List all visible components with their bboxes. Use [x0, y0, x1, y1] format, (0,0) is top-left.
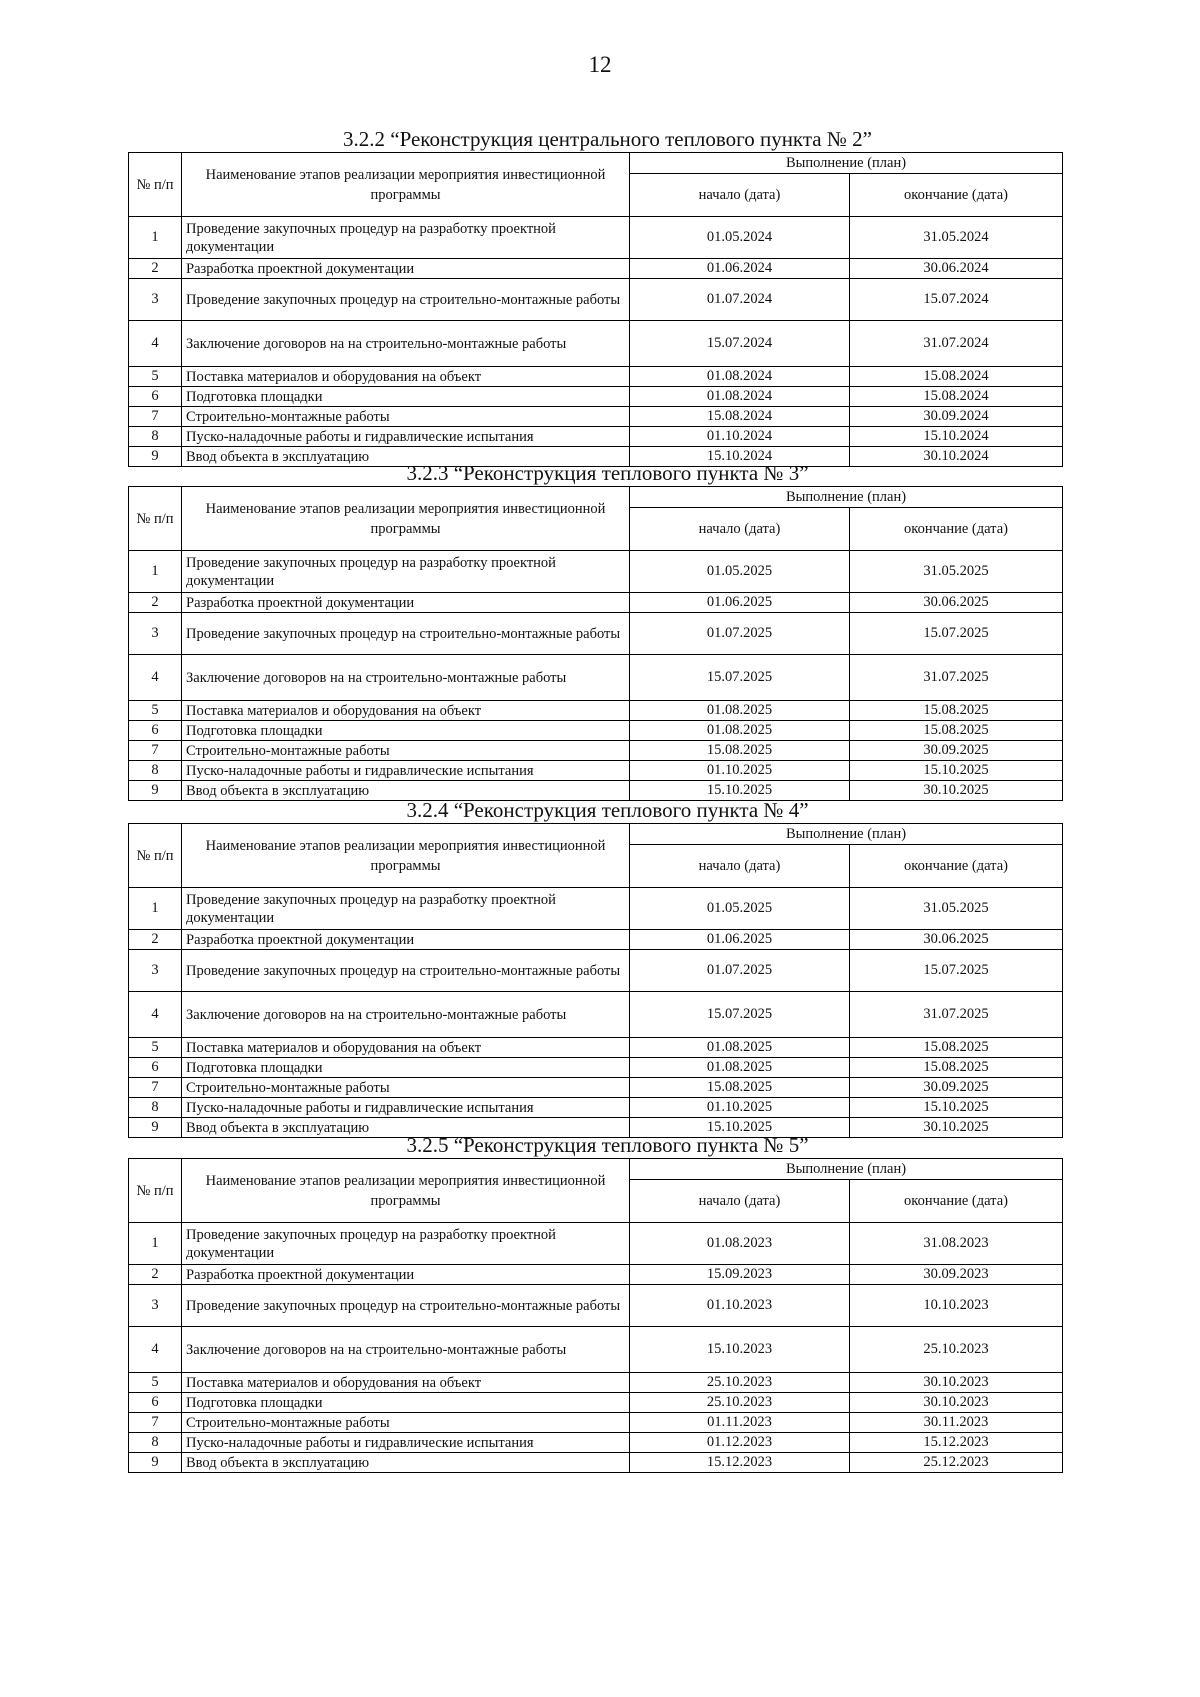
- start-date: 01.10.2025: [630, 1098, 850, 1118]
- table-header-row: [129, 153, 1063, 174]
- schedule-section: [128, 460, 1062, 801]
- end-date: 10.10.2023: [850, 1285, 1063, 1327]
- start-date: 25.10.2023: [630, 1373, 850, 1393]
- stage-name: Проведение закупочных процедур на строительно-монтажные работы: [182, 1285, 630, 1327]
- table-row: [129, 741, 1063, 761]
- schedule-section: [128, 797, 1062, 1138]
- stage-name: Пуско-наладочные работы и гидравлические испытания: [182, 761, 630, 781]
- start-date: 15.09.2023: [630, 1265, 850, 1285]
- stage-name: Ввод объекта в эксплуатацию: [182, 1453, 630, 1473]
- end-date: 15.07.2025: [850, 613, 1063, 655]
- header-stage-name: Наименование этапов реализации мероприятия инвестиционной программы: [182, 824, 630, 888]
- end-date: 15.08.2024: [850, 387, 1063, 407]
- table-row: [129, 1098, 1063, 1118]
- table-row: [129, 613, 1063, 655]
- table-row: [129, 1038, 1063, 1058]
- row-number: 9: [129, 447, 182, 467]
- header-execution-plan: Выполнение (план): [630, 153, 1063, 174]
- start-date: 01.11.2023: [630, 1413, 850, 1433]
- row-number: 5: [129, 1373, 182, 1393]
- table-header-row: [129, 487, 1063, 508]
- end-date: 30.10.2023: [850, 1393, 1063, 1413]
- row-number: 8: [129, 1098, 182, 1118]
- row-number: 2: [129, 1265, 182, 1285]
- header-execution-plan: Выполнение (план): [630, 824, 1063, 845]
- row-number: 4: [129, 321, 182, 367]
- stage-name: Строительно-монтажные работы: [182, 1413, 630, 1433]
- header-num: № п/п: [129, 487, 182, 551]
- stage-name: Проведение закупочных процедур на разработку проектной документации: [182, 1223, 630, 1265]
- row-number: 7: [129, 1413, 182, 1433]
- table-row: [129, 992, 1063, 1038]
- table-row: [129, 1453, 1063, 1473]
- end-date: 15.12.2023: [850, 1433, 1063, 1453]
- stage-name: Заключение договоров на на строительно-монтажные работы: [182, 992, 630, 1038]
- stage-name: Разработка проектной документации: [182, 930, 630, 950]
- end-date: 30.11.2023: [850, 1413, 1063, 1433]
- row-number: 5: [129, 367, 182, 387]
- table-row: [129, 321, 1063, 367]
- row-number: 5: [129, 1038, 182, 1058]
- stage-name: Ввод объекта в эксплуатацию: [182, 447, 630, 467]
- table-row: [129, 950, 1063, 992]
- row-number: 1: [129, 1223, 182, 1265]
- end-date: 31.05.2024: [850, 217, 1063, 259]
- start-date: 01.08.2024: [630, 387, 850, 407]
- header-end-date: окончание (дата): [850, 174, 1063, 217]
- stage-name: Строительно-монтажные работы: [182, 407, 630, 427]
- table-row: [129, 888, 1063, 930]
- table-row: [129, 1058, 1063, 1078]
- table-header-row: [129, 824, 1063, 845]
- start-date: 15.07.2025: [630, 992, 850, 1038]
- stage-name: Подготовка площадки: [182, 721, 630, 741]
- row-number: 6: [129, 1058, 182, 1078]
- header-end-date: окончание (дата): [850, 1180, 1063, 1223]
- start-date: 15.10.2025: [630, 781, 850, 801]
- header-end-date: окончание (дата): [850, 508, 1063, 551]
- stage-name: Проведение закупочных процедур на строительно-монтажные работы: [182, 950, 630, 992]
- end-date: 30.06.2024: [850, 259, 1063, 279]
- stage-name: Заключение договоров на на строительно-монтажные работы: [182, 1327, 630, 1373]
- start-date: 15.12.2023: [630, 1453, 850, 1473]
- stage-name: Проведение закупочных процедур на строительно-монтажные работы: [182, 613, 630, 655]
- section-title: 3.2.2 “Реконструкция центрального теплового пункта № 2”: [343, 127, 872, 151]
- table-row: [129, 1078, 1063, 1098]
- start-date: 01.12.2023: [630, 1433, 850, 1453]
- schedule-table: [128, 486, 1063, 801]
- row-number: 4: [129, 1327, 182, 1373]
- table-row: [129, 259, 1063, 279]
- stage-name: Подготовка площадки: [182, 1058, 630, 1078]
- start-date: 25.10.2023: [630, 1393, 850, 1413]
- stage-name: Поставка материалов и оборудования на объект: [182, 1373, 630, 1393]
- start-date: 01.06.2024: [630, 259, 850, 279]
- end-date: 15.08.2024: [850, 367, 1063, 387]
- stage-name: Ввод объекта в эксплуатацию: [182, 1118, 630, 1138]
- stage-name: Проведение закупочных процедур на строительно-монтажные работы: [182, 279, 630, 321]
- end-date: 15.07.2025: [850, 950, 1063, 992]
- table-row: [129, 279, 1063, 321]
- table-row: [129, 217, 1063, 259]
- stage-name: Поставка материалов и оборудования на объект: [182, 701, 630, 721]
- header-execution-plan: Выполнение (план): [630, 1159, 1063, 1180]
- start-date: 15.08.2024: [630, 407, 850, 427]
- end-date: 15.08.2025: [850, 1038, 1063, 1058]
- section-title: 3.2.3 “Реконструкция теплового пункта № 3”: [406, 461, 809, 485]
- stage-name: Подготовка площадки: [182, 387, 630, 407]
- table-row: [129, 1285, 1063, 1327]
- end-date: 15.08.2025: [850, 701, 1063, 721]
- stage-name: Заключение договоров на на строительно-монтажные работы: [182, 321, 630, 367]
- end-date: 30.10.2023: [850, 1373, 1063, 1393]
- header-stage-name: Наименование этапов реализации мероприятия инвестиционной программы: [182, 153, 630, 217]
- row-number: 3: [129, 1285, 182, 1327]
- table-row: [129, 1223, 1063, 1265]
- stage-name: Разработка проектной документации: [182, 259, 630, 279]
- start-date: 15.07.2024: [630, 321, 850, 367]
- table-row: [129, 930, 1063, 950]
- table-row: [129, 1413, 1063, 1433]
- header-start-date: начало (дата): [630, 845, 850, 888]
- row-number: 4: [129, 655, 182, 701]
- row-number: 1: [129, 217, 182, 259]
- schedule-section: [128, 1132, 1062, 1473]
- header-num: № п/п: [129, 153, 182, 217]
- stage-name: Пуско-наладочные работы и гидравлические испытания: [182, 1098, 630, 1118]
- start-date: 01.06.2025: [630, 593, 850, 613]
- start-date: 01.07.2024: [630, 279, 850, 321]
- row-number: 2: [129, 259, 182, 279]
- schedule-table: [128, 152, 1063, 467]
- row-number: 6: [129, 721, 182, 741]
- start-date: 01.08.2025: [630, 1038, 850, 1058]
- start-date: 01.07.2025: [630, 613, 850, 655]
- stage-name: Поставка материалов и оборудования на объект: [182, 1038, 630, 1058]
- table-header-row: [129, 1159, 1063, 1180]
- start-date: 01.10.2023: [630, 1285, 850, 1327]
- end-date: 15.10.2025: [850, 761, 1063, 781]
- row-number: 7: [129, 1078, 182, 1098]
- row-number: 5: [129, 701, 182, 721]
- table-row: [129, 701, 1063, 721]
- start-date: 15.08.2025: [630, 1078, 850, 1098]
- stage-name: Заключение договоров на на строительно-монтажные работы: [182, 655, 630, 701]
- header-start-date: начало (дата): [630, 1180, 850, 1223]
- section-title: 3.2.4 “Реконструкция теплового пункта № 4”: [406, 798, 809, 822]
- stage-name: Проведение закупочных процедур на разработку проектной документации: [182, 217, 630, 259]
- row-number: 9: [129, 1118, 182, 1138]
- table-row: [129, 407, 1063, 427]
- table-row: [129, 655, 1063, 701]
- header-start-date: начало (дата): [630, 174, 850, 217]
- stage-name: Строительно-монтажные работы: [182, 741, 630, 761]
- end-date: 31.07.2024: [850, 321, 1063, 367]
- end-date: 30.06.2025: [850, 593, 1063, 613]
- stage-name: Пуско-наладочные работы и гидравлические испытания: [182, 427, 630, 447]
- end-date: 15.10.2025: [850, 1098, 1063, 1118]
- row-number: 3: [129, 950, 182, 992]
- end-date: 30.09.2025: [850, 1078, 1063, 1098]
- stage-name: Проведение закупочных процедур на разработку проектной документации: [182, 551, 630, 593]
- table-row: [129, 1327, 1063, 1373]
- table-row: [129, 593, 1063, 613]
- row-number: 6: [129, 1393, 182, 1413]
- page-number: 12: [588, 52, 612, 77]
- end-date: 15.08.2025: [850, 1058, 1063, 1078]
- stage-name: Пуско-наладочные работы и гидравлические испытания: [182, 1433, 630, 1453]
- end-date: 30.09.2024: [850, 407, 1063, 427]
- header-num: № п/п: [129, 1159, 182, 1223]
- row-number: 9: [129, 1453, 182, 1473]
- row-number: 6: [129, 387, 182, 407]
- stage-name: Разработка проектной документации: [182, 1265, 630, 1285]
- row-number: 2: [129, 593, 182, 613]
- row-number: 7: [129, 741, 182, 761]
- row-number: 7: [129, 407, 182, 427]
- stage-name: Ввод объекта в эксплуатацию: [182, 781, 630, 801]
- table-row: [129, 1265, 1063, 1285]
- row-number: 8: [129, 1433, 182, 1453]
- start-date: 15.10.2024: [630, 447, 850, 467]
- start-date: 01.07.2025: [630, 950, 850, 992]
- row-number: 8: [129, 427, 182, 447]
- end-date: 30.10.2025: [850, 781, 1063, 801]
- start-date: 15.10.2025: [630, 1118, 850, 1138]
- row-number: 2: [129, 930, 182, 950]
- end-date: 30.10.2025: [850, 1118, 1063, 1138]
- row-number: 4: [129, 992, 182, 1038]
- table-row: [129, 551, 1063, 593]
- start-date: 01.05.2024: [630, 217, 850, 259]
- header-stage-name: Наименование этапов реализации мероприятия инвестиционной программы: [182, 1159, 630, 1223]
- schedule-table: [128, 823, 1063, 1138]
- schedule-section: [128, 126, 1062, 467]
- end-date: 30.09.2023: [850, 1265, 1063, 1285]
- row-number: 1: [129, 551, 182, 593]
- end-date: 15.07.2024: [850, 279, 1063, 321]
- stage-name: Проведение закупочных процедур на разработку проектной документации: [182, 888, 630, 930]
- start-date: 15.10.2023: [630, 1327, 850, 1373]
- start-date: 01.08.2023: [630, 1223, 850, 1265]
- stage-name: Подготовка площадки: [182, 1393, 630, 1413]
- end-date: 30.09.2025: [850, 741, 1063, 761]
- end-date: 15.08.2025: [850, 721, 1063, 741]
- header-execution-plan: Выполнение (план): [630, 487, 1063, 508]
- row-number: 9: [129, 781, 182, 801]
- table-row: [129, 387, 1063, 407]
- end-date: 31.05.2025: [850, 551, 1063, 593]
- table-row: [129, 721, 1063, 741]
- table-row: [129, 367, 1063, 387]
- start-date: 01.06.2025: [630, 930, 850, 950]
- table-row: [129, 1393, 1063, 1413]
- start-date: 01.05.2025: [630, 551, 850, 593]
- row-number: 8: [129, 761, 182, 781]
- start-date: 01.08.2025: [630, 701, 850, 721]
- start-date: 01.05.2025: [630, 888, 850, 930]
- start-date: 01.10.2024: [630, 427, 850, 447]
- table-row: [129, 427, 1063, 447]
- row-number: 1: [129, 888, 182, 930]
- end-date: 31.08.2023: [850, 1223, 1063, 1265]
- table-row: [129, 761, 1063, 781]
- end-date: 25.12.2023: [850, 1453, 1063, 1473]
- end-date: 30.06.2025: [850, 930, 1063, 950]
- start-date: 01.08.2025: [630, 721, 850, 741]
- stage-name: Поставка материалов и оборудования на объект: [182, 367, 630, 387]
- end-date: 25.10.2023: [850, 1327, 1063, 1373]
- header-num: № п/п: [129, 824, 182, 888]
- table-row: [129, 1433, 1063, 1453]
- header-end-date: окончание (дата): [850, 845, 1063, 888]
- header-stage-name: Наименование этапов реализации мероприятия инвестиционной программы: [182, 487, 630, 551]
- start-date: 15.08.2025: [630, 741, 850, 761]
- stage-name: Разработка проектной документации: [182, 593, 630, 613]
- start-date: 01.08.2024: [630, 367, 850, 387]
- stage-name: Строительно-монтажные работы: [182, 1078, 630, 1098]
- end-date: 15.10.2024: [850, 427, 1063, 447]
- start-date: 01.08.2025: [630, 1058, 850, 1078]
- table-row: [129, 1373, 1063, 1393]
- end-date: 30.10.2024: [850, 447, 1063, 467]
- schedule-table: [128, 1158, 1063, 1473]
- section-title: 3.2.5 “Реконструкция теплового пункта № 5”: [406, 1133, 809, 1157]
- end-date: 31.05.2025: [850, 888, 1063, 930]
- row-number: 3: [129, 613, 182, 655]
- row-number: 3: [129, 279, 182, 321]
- end-date: 31.07.2025: [850, 992, 1063, 1038]
- start-date: 15.07.2025: [630, 655, 850, 701]
- header-start-date: начало (дата): [630, 508, 850, 551]
- end-date: 31.07.2025: [850, 655, 1063, 701]
- start-date: 01.10.2025: [630, 761, 850, 781]
